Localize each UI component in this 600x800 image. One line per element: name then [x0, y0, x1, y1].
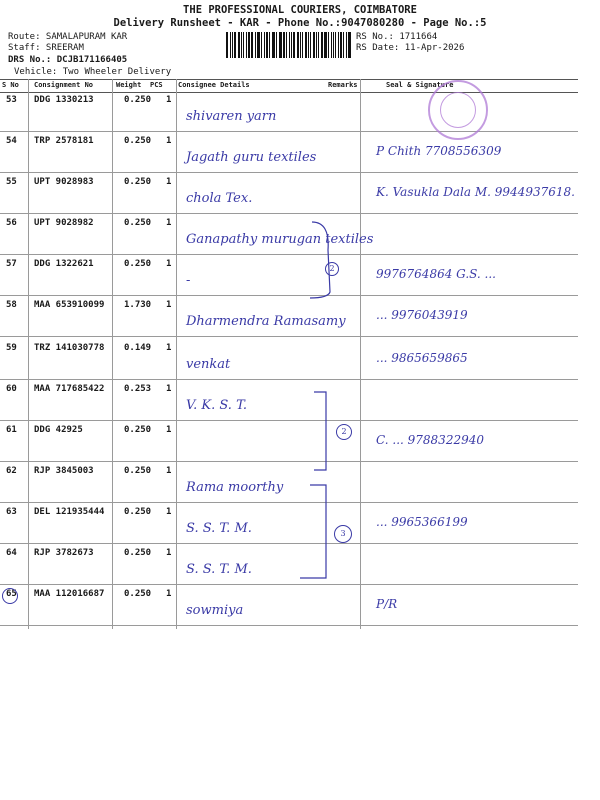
row-pcs: 1: [166, 384, 172, 394]
table-row: [0, 296, 578, 337]
row-pcs: 1: [166, 507, 172, 517]
table-row: [0, 91, 578, 132]
rs-date: RS Date: 11-Apr-2026: [356, 43, 465, 53]
barcode-bar: [241, 32, 242, 58]
group-marker-3: 3: [334, 525, 352, 543]
table-row: [0, 339, 578, 380]
consignee-handwritten: Rama moorthy: [186, 480, 284, 495]
barcode-bar: [251, 32, 253, 58]
col-consignment: Consignment No: [34, 81, 94, 89]
row-sno: 61: [6, 425, 17, 435]
row-consignment: TRZ 141030778: [34, 343, 105, 353]
barcode-bar: [310, 32, 311, 58]
row-consignment: RJP 3782673: [34, 548, 94, 558]
barcode: [226, 32, 352, 58]
barcode-bar: [286, 32, 287, 58]
signature-handwritten: C. ... 9788322940: [376, 433, 484, 447]
row-weight: 0.250: [124, 425, 152, 435]
row-pcs: 1: [166, 95, 172, 105]
drs-label: DRS No.: DCJB171166405: [8, 55, 128, 65]
col-seal: Seal & Signature: [386, 81, 454, 89]
col-pcs: PCS: [150, 81, 163, 89]
row-sno: 58: [6, 300, 17, 310]
barcode-bar: [331, 32, 332, 58]
table-row: [0, 380, 578, 421]
consignee-handwritten: Dharmendra Ramasamy: [186, 314, 346, 329]
consignee-handwritten: chola Tex.: [186, 191, 253, 206]
table-row: [0, 462, 578, 503]
row-sno: 63: [6, 507, 17, 517]
vehicle-label: Vehicle: Two Wheeler Delivery: [14, 67, 172, 77]
table-row: [0, 503, 578, 544]
row-weight: 0.250: [124, 548, 152, 558]
barcode-bar: [283, 32, 285, 58]
row-consignment: DEL 121935444: [34, 507, 105, 517]
signature-handwritten: K. Vasukla Dala M. 9944937618.: [376, 185, 575, 199]
signature-handwritten: ... 9976043919: [376, 308, 468, 322]
rs-number: RS No.: 1711664: [356, 32, 438, 42]
barcode-bar: [246, 32, 247, 58]
barcode-bar: [308, 32, 309, 58]
signature-handwritten: 9976764864 G.S. ...: [376, 267, 496, 281]
row-sno: 56: [6, 218, 17, 228]
signature-handwritten: P Chith 7708556309: [376, 144, 502, 158]
row-consignment: MAA 653910099: [34, 300, 105, 310]
row-pcs: 1: [166, 466, 172, 476]
col-remarks: Remarks: [328, 81, 358, 89]
row-pcs: 1: [166, 425, 172, 435]
consignee-handwritten: venkat: [186, 357, 231, 372]
barcode-bar: [226, 32, 228, 58]
row-consignment: UPT 9028982: [34, 218, 94, 228]
barcode-bar: [261, 32, 262, 58]
row-consignment: DDG 1322621: [34, 259, 94, 269]
col-sno: S No: [2, 81, 19, 89]
row-weight: 0.250: [124, 136, 152, 146]
barcode-bar: [348, 32, 351, 58]
row-sno: 64: [6, 548, 17, 558]
consignee-handwritten: -: [186, 273, 191, 288]
row-65-circle-mark: [2, 588, 18, 604]
barcode-bar: [346, 32, 347, 58]
row-weight: 0.250: [124, 466, 152, 476]
barcode-bar: [234, 32, 236, 58]
consignee-handwritten: V. K. S. T.: [186, 398, 247, 413]
col-consignee: Consignee Details: [178, 81, 250, 89]
barcode-bar: [276, 32, 277, 58]
signature-handwritten: P/R: [376, 597, 398, 611]
row-pcs: 1: [166, 548, 172, 558]
barcode-bar: [264, 32, 265, 58]
barcode-bar: [266, 32, 268, 58]
route-label: Route: SAMALAPURAM KAR: [8, 32, 128, 42]
row-weight: 0.250: [124, 95, 152, 105]
row-consignment: DDG 1330213: [34, 95, 94, 105]
row-sno: 62: [6, 466, 17, 476]
barcode-bar: [340, 32, 342, 58]
barcode-bar: [335, 32, 336, 58]
barcode-bar: [243, 32, 244, 58]
barcode-bar: [343, 32, 344, 58]
signature-handwritten: ... 9865659865: [376, 351, 468, 365]
barcode-bar: [305, 32, 308, 58]
table-row: [0, 173, 578, 214]
table-row: [0, 585, 578, 626]
company-seal-stamp: [428, 80, 488, 140]
row-consignment: DDG 42925: [34, 425, 83, 435]
consignee-handwritten: S. S. T. M.: [186, 521, 252, 536]
row-weight: 0.250: [124, 218, 152, 228]
barcode-bar: [291, 32, 292, 58]
row-pcs: 1: [166, 300, 172, 310]
consignee-handwritten: sowmiya: [186, 603, 244, 618]
row-consignment: MAA 717685422: [34, 384, 105, 394]
row-weight: 0.253: [124, 384, 152, 394]
row-weight: 0.250: [124, 259, 152, 269]
barcode-bar: [272, 32, 273, 58]
barcode-bar: [230, 32, 231, 58]
barcode-bar: [297, 32, 299, 58]
row-pcs: 1: [166, 218, 172, 228]
barcode-bar: [238, 32, 241, 58]
row-weight: 0.250: [124, 177, 152, 187]
consignee-handwritten: Ganapathy murugan textiles: [186, 232, 374, 247]
row-sno: 65: [6, 589, 17, 599]
consignee-handwritten: S. S. T. M.: [186, 562, 252, 577]
consignee-handwritten: shivaren yarn: [186, 109, 277, 124]
barcode-bar: [255, 32, 256, 58]
barcode-bar: [248, 32, 250, 58]
row-consignment: UPT 9028983: [34, 177, 94, 187]
group-marker-2: 2: [336, 424, 352, 440]
barcode-bar: [321, 32, 323, 58]
barcode-bar: [289, 32, 290, 58]
company-title: THE PROFESSIONAL COURIERS, COIMBATORE: [183, 4, 417, 16]
runsheet-subtitle: Delivery Runsheet - KAR - Phone No.:9047080280 - Page No.:5: [113, 17, 487, 29]
row-sno: 57: [6, 259, 17, 269]
row-sno: 59: [6, 343, 17, 353]
row-pcs: 1: [166, 259, 172, 269]
table-row: [0, 544, 578, 585]
barcode-bar: [318, 32, 319, 58]
row-consignment: MAA 112016687: [34, 589, 105, 599]
signature-handwritten: ... 9965366199: [376, 515, 468, 529]
row-weight: 0.250: [124, 589, 152, 599]
barcode-bar: [293, 32, 295, 58]
barcode-bar: [273, 32, 275, 58]
row-weight: 0.149: [124, 343, 152, 353]
table-row: [0, 421, 578, 462]
row-pcs: 1: [166, 136, 172, 146]
barcode-bar: [313, 32, 315, 58]
row-pcs: 1: [166, 589, 172, 599]
table-row: [0, 214, 578, 255]
row-pcs: 1: [166, 177, 172, 187]
barcode-bar: [316, 32, 317, 58]
row-pcs: 1: [166, 343, 172, 353]
barcode-bar: [324, 32, 327, 58]
row-sno: 54: [6, 136, 17, 146]
staff-label: Staff: SREERAM: [8, 43, 84, 53]
row-sno: 53: [6, 95, 17, 105]
table-row: [0, 132, 578, 173]
row-weight: 1.730: [124, 300, 152, 310]
barcode-bar: [257, 32, 260, 58]
barcode-bar: [269, 32, 270, 58]
row-weight: 0.250: [124, 507, 152, 517]
barcode-bar: [333, 32, 335, 58]
barcode-bar: [328, 32, 329, 58]
barcode-bar: [300, 32, 301, 58]
barcode-bar: [279, 32, 282, 58]
table-row: [0, 255, 578, 296]
col-weight: Weight: [116, 81, 142, 89]
barcode-bar: [338, 32, 339, 58]
row-divider: [0, 336, 578, 337]
group-marker-1: 2: [325, 262, 339, 276]
consignee-handwritten: Jagath guru textiles: [186, 150, 317, 165]
row-consignment: TRP 2578181: [34, 136, 94, 146]
row-sno: 60: [6, 384, 17, 394]
row-sno: 55: [6, 177, 17, 187]
barcode-bar: [302, 32, 303, 58]
barcode-bar: [232, 32, 233, 58]
row-consignment: RJP 3845003: [34, 466, 94, 476]
row-divider: [0, 625, 578, 626]
